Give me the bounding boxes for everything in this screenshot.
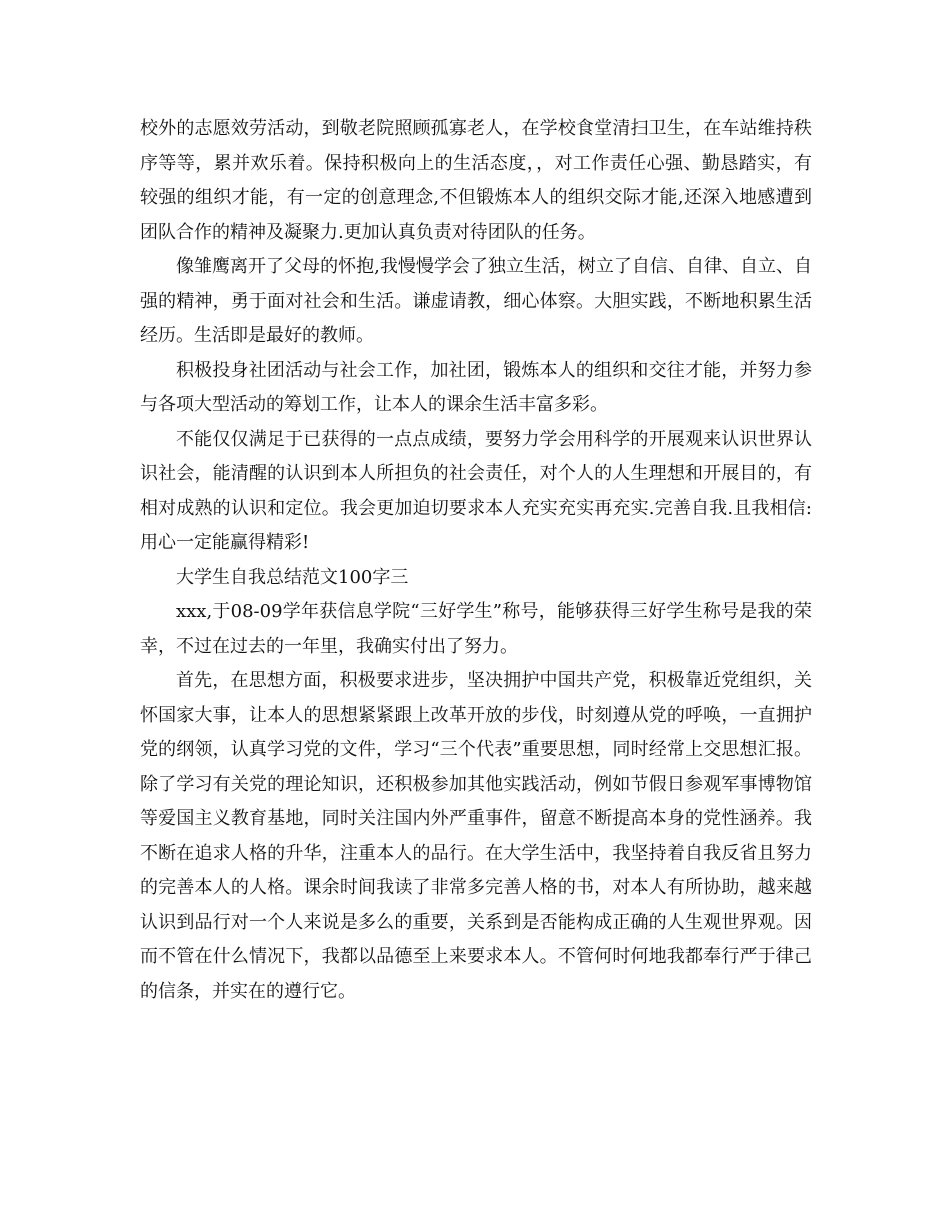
section-heading: 大学生自我总结范文100字三 <box>176 566 409 588</box>
paragraph-independence: 像雏鹰离开了父母的怀抱,我慢慢学会了独立生活，树立了自信、自律、自立、自强的精神，勇于面对社会和生活。谦虚请教，细心体察。大胆实践，不断地积累生活经历。生活即是最好的教师。 <box>140 256 812 346</box>
paragraph-award: xxx,于08-09学年获信息学院“三好学生”称号，能够获得三好学生称号是我的荣幸，不过在过去的一年里，我确实付出了努力。 <box>140 601 812 657</box>
paragraph-ideology: 首先，在思想方面，积极要求进步，坚决拥护中国共产党，积极靠近党组织，关怀国家大事，让本人的思想紧紧跟上改革开放的步伐，时刻遵从党的呼唤，一直拥护党的纲领，认真学习党的文件，学习“三个代表”重要思想，同时经常上交思想汇报。除了学习有关党的理论知识，还积极参加其他实践活动，例如节假日参观军事博物馆等爱国主义教育基地，同时关注国内外严重事件，留意不断提高本身的党性涵养。我不断在追求人格的升华，注重本人的品行。在大学生活中，我坚持着自我反省且努力的完善本人的人格。课余时间我读了非常多完善人格的书，对本人有所协助，越来越认识到品行对一个人来说是多么的重要，关系到是否能构成正确的人生观世界观。因而不管在什么情况下，我都以品德至上来要求本人。不管何时何地我都奉行严于律己的信条，并实在的遵行它。 <box>140 670 812 1002</box>
paragraph-volunteer: 校外的志愿效劳活动，到敬老院照顾孤寡老人，在学校食堂清扫卫生，在车站维持秩序等等，累并欢乐着。保持积极向上的生活态度，，对工作责任心强、勤恳踏实，有较强的组织才能，有一定的创意理念,不但锻炼本人的组织交际才能,还深入地感遭到团队合作的精神及凝聚力.更加认真负责对待团队的任务。 <box>140 118 812 243</box>
paragraph-clubs: 积极投身社团活动与社会工作，加社团，锻炼本人的组织和交往才能，并努力参与各项大型活动的筹划工作，让本人的课余生活丰富多彩。 <box>140 359 812 415</box>
document-body <box>140 112 812 1009</box>
paragraph-goals: 不能仅仅满足于已获得的一点点成绩，要努力学会用科学的开展观来认识世界认识社会，能清醒的认识到本人所担负的社会责任，对个人的人生理想和开展目的，有相对成熟的认识和定位。我会更加迫切要求本人充实充实再充实.完善自我.且我相信:用心一定能赢得精彩! <box>140 428 812 553</box>
